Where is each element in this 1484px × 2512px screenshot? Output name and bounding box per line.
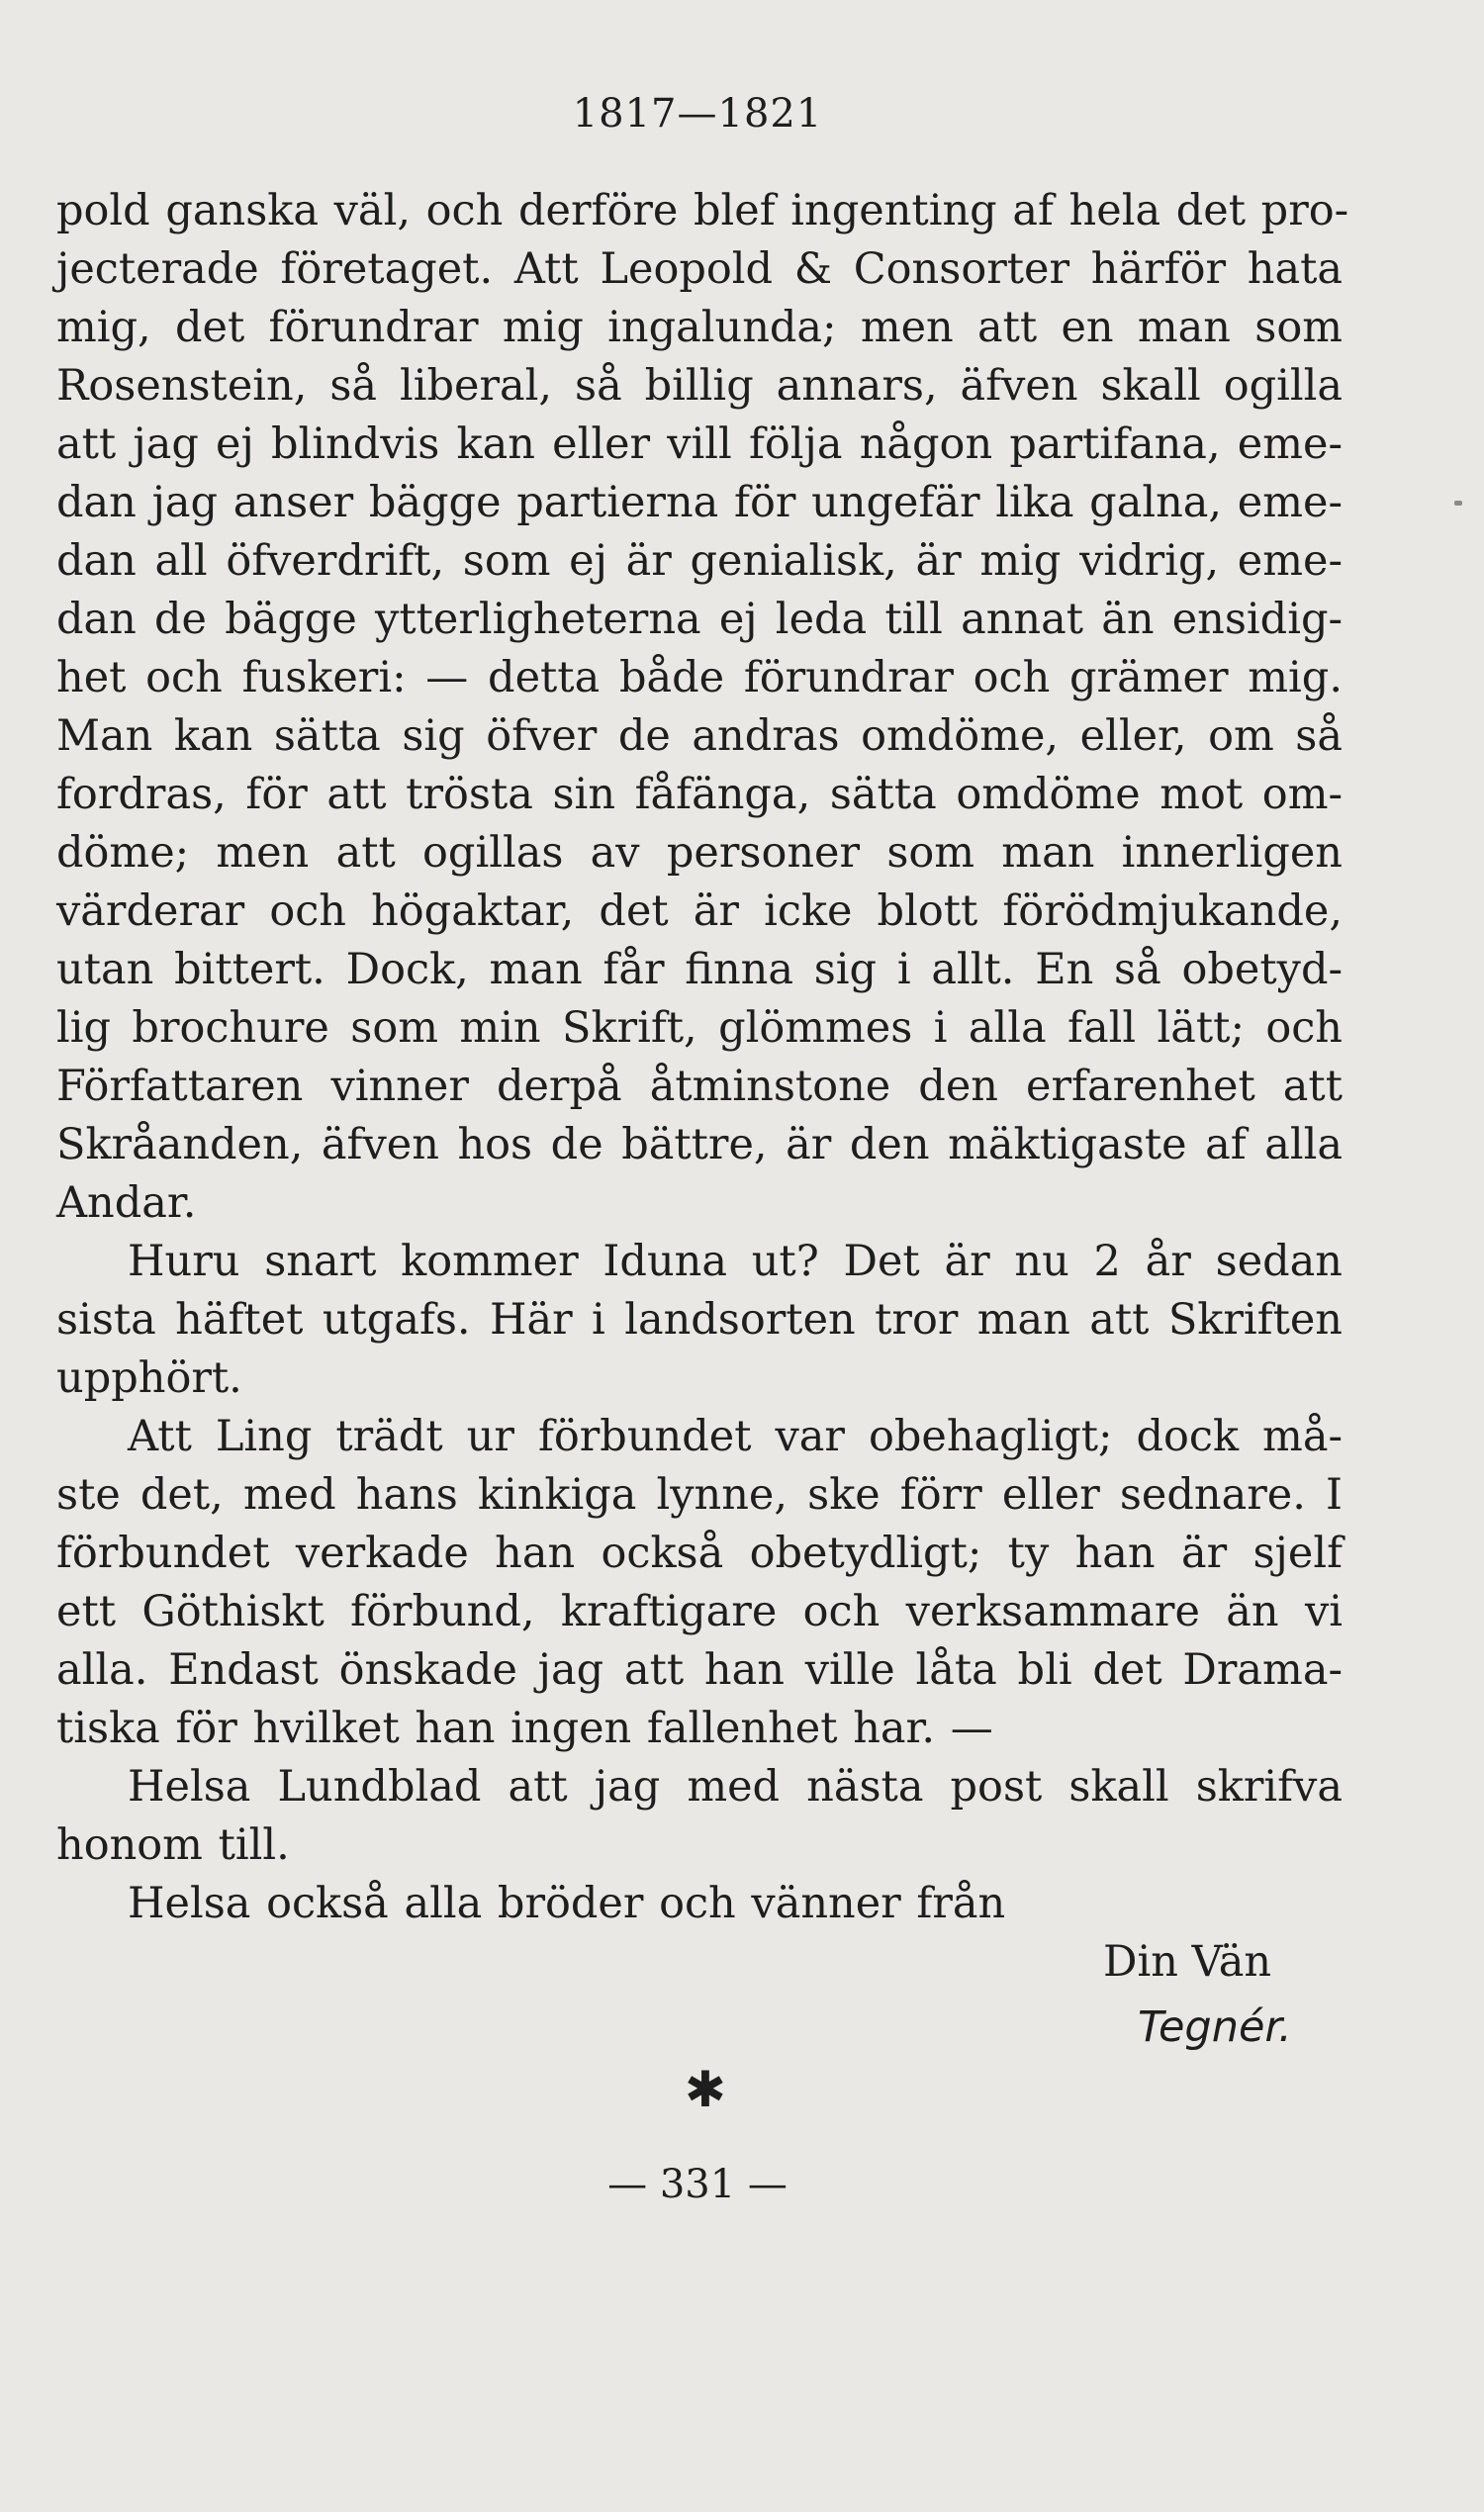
text-line: pold ganska väl, och derföre blef ingenting af hela det pro-	[56, 186, 1349, 235]
text-line: lig brochure som min Skrift, glömmes i alla fall lätt; och	[56, 1003, 1343, 1053]
signature: Tegnér.	[1138, 2002, 1292, 2052]
text-line: Författaren vinner derpå åtminstone den erfarenhet att	[56, 1062, 1343, 1111]
asterisk-ornament-icon: ✱	[685, 2061, 726, 2118]
text-line: mig, det förundrar mig ingalunda; men att en man som	[56, 303, 1343, 352]
text-line: utan bittert. Dock, man får finna sig i allt. En så obetyd-	[56, 945, 1343, 994]
text-line: ste det, med hans kinkiga lynne, ske förr eller sednare. I	[56, 1470, 1343, 1520]
page-number: — 331 —	[607, 2162, 788, 2207]
text-line: dan jag anser bägge partierna för ungefär lika galna, eme-	[56, 478, 1343, 527]
margin-mark	[1454, 501, 1462, 506]
text-line: Helsa också alla bröder och vänner från	[128, 1879, 1006, 1928]
letter-body	[56, 182, 1349, 1933]
text-line: döme; men att ogillas av personer som man innerligen	[56, 828, 1343, 878]
text-line: het och fuskeri: — detta både förundrar och grämer mig.	[56, 653, 1343, 702]
text-line: Andar.	[56, 1178, 197, 1228]
text-line: Huru snart kommer Iduna ut? Det är nu 2 år sedan	[128, 1237, 1343, 1286]
text-line: jecterade företaget. Att Leopold & Consorter härför hata	[56, 244, 1343, 294]
text-line: tiska för hvilket han ingen fallenhet har. —	[56, 1704, 993, 1753]
text-line: att jag ej blindvis kan eller vill följa någon partifana, eme-	[56, 419, 1343, 469]
text-line: upphört.	[56, 1353, 242, 1403]
text-line: dan all öfverdrift, som ej är genialisk, är mig vidrig, eme-	[56, 536, 1343, 586]
text-line: fordras, för att trösta sin fåfänga, sätta omdöme mot om-	[56, 770, 1343, 819]
closing-salutation: Din Vän	[1103, 1937, 1272, 1987]
text-line: sista häftet utgafs. Här i landsorten tror man att Skriften	[56, 1295, 1343, 1345]
text-line: ett Göthiskt förbund, kraftigare och verksammare än vi	[56, 1587, 1343, 1636]
text-line: värderar och högaktar, det är icke blott förödmjukande,	[56, 886, 1343, 936]
running-head: 1817—1821	[572, 91, 823, 137]
text-line: Rosenstein, så liberal, så billig annars, äfven skall ogilla	[56, 361, 1343, 411]
text-line: Helsa Lundblad att jag med nästa post skall skrifva	[128, 1762, 1343, 1812]
text-line: Man kan sätta sig öfver de andras omdöme, eller, om så	[56, 711, 1343, 761]
text-line: Att Ling trädt ur förbundet var obehagligt; dock må-	[128, 1412, 1343, 1461]
text-line: alla. Endast önskade jag att han ville låta bli det Drama-	[56, 1645, 1343, 1695]
text-line: dan de bägge ytterligheterna ej leda till annat än ensidig-	[56, 595, 1343, 644]
text-line: honom till.	[56, 1820, 290, 1870]
text-line: förbundet verkade han också obetydligt; ty han är sjelf	[56, 1529, 1343, 1578]
text-line: Skråanden, äfven hos de bättre, är den mäktigaste af alla	[56, 1120, 1343, 1169]
